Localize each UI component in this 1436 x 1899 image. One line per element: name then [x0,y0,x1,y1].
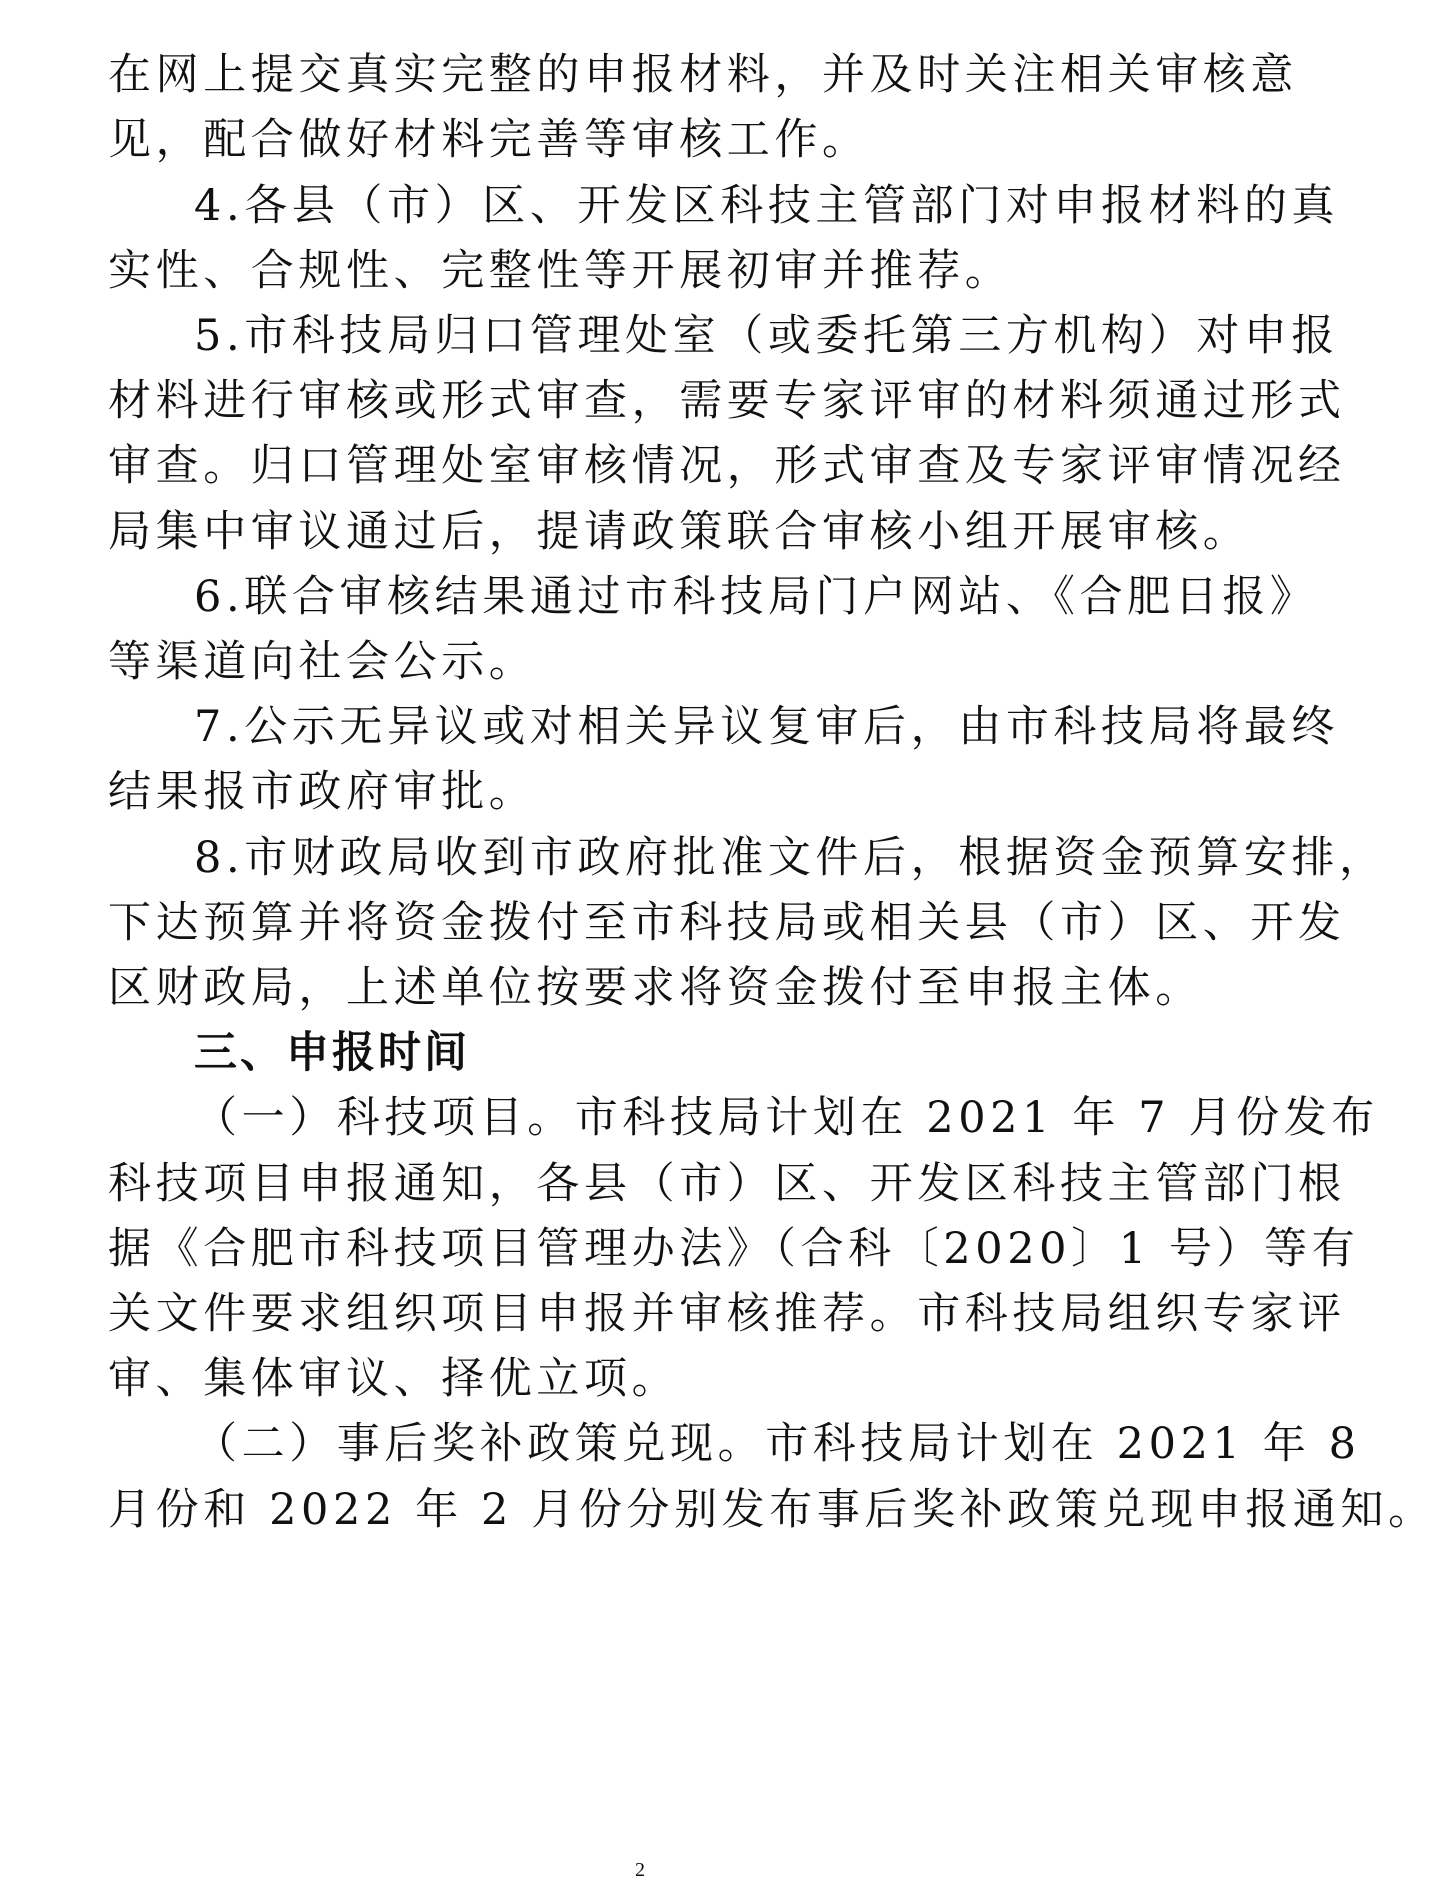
list-item-4-line: 4.各县（市）区、开发区科技主管部门对申报材料的真 [194,181,1340,231]
list-item-5-line: 审查。归口管理处室审核情况，形式审查及专家评审情况经 [108,441,1346,491]
section-heading: 三、申报时间 [194,1028,470,1078]
subsection-1-line: 关文件要求组织项目申报并审核推荐。市科技局组织专家评 [108,1289,1346,1339]
list-item-7-line: 7.公示无异议或对相关异议复审后，由市科技局将最终 [194,702,1340,752]
list-item-6-line: 等渠道向社会公示。 [108,637,537,687]
subsection-1-line: 科技项目申报通知，各县（市）区、开发区科技主管部门根 [108,1159,1346,1209]
subsection-2-line: （二）事后奖补政策兑现。市科技局计划在 2021 年 8 [194,1419,1361,1469]
list-item-4-line: 实性、合规性、完整性等开展初审并推荐。 [108,246,1013,296]
subsection-1-line: （一）科技项目。市科技局计划在 2021 年 7 月份发布 [194,1093,1379,1143]
list-item-8-line: 8.市财政局收到市政府批准文件后，根据资金预算安排， [194,833,1387,883]
list-item-7-line: 结果报市政府审批。 [108,767,537,817]
subsection-2-line: 月份和 2022 年 2 月份分别发布事后奖补政策兑现申报通知。 [108,1485,1436,1535]
body-text-line: 在网上提交真实完整的申报材料，并及时关注相关审核意 [108,50,1298,100]
list-item-8-line: 区财政局，上述单位按要求将资金拨付至申报主体。 [108,963,1203,1013]
subsection-1-line: 审、集体审议、择优立项。 [108,1354,680,1404]
list-item-6-line: 6.联合审核结果通过市科技局门户网站、《合肥日报》 [194,572,1318,622]
list-item-5-line: 5.市科技局归口管理处室（或委托第三方机构）对申报 [194,311,1340,361]
list-item-8-line: 下达预算并将资金拨付至市科技局或相关县（市）区、开发 [108,898,1346,948]
list-item-5-line: 材料进行审核或形式审查，需要专家评审的材料须通过形式 [108,376,1346,426]
subsection-1-line: 据《合肥市科技项目管理办法》（合科〔2020〕1 号）等有 [108,1224,1360,1274]
list-item-5-line: 局集中审议通过后，提请政策联合审核小组开展审核。 [108,507,1251,557]
page-number: 2 [635,1859,645,1881]
body-text-line: 见，配合做好材料完善等审核工作。 [108,115,870,165]
